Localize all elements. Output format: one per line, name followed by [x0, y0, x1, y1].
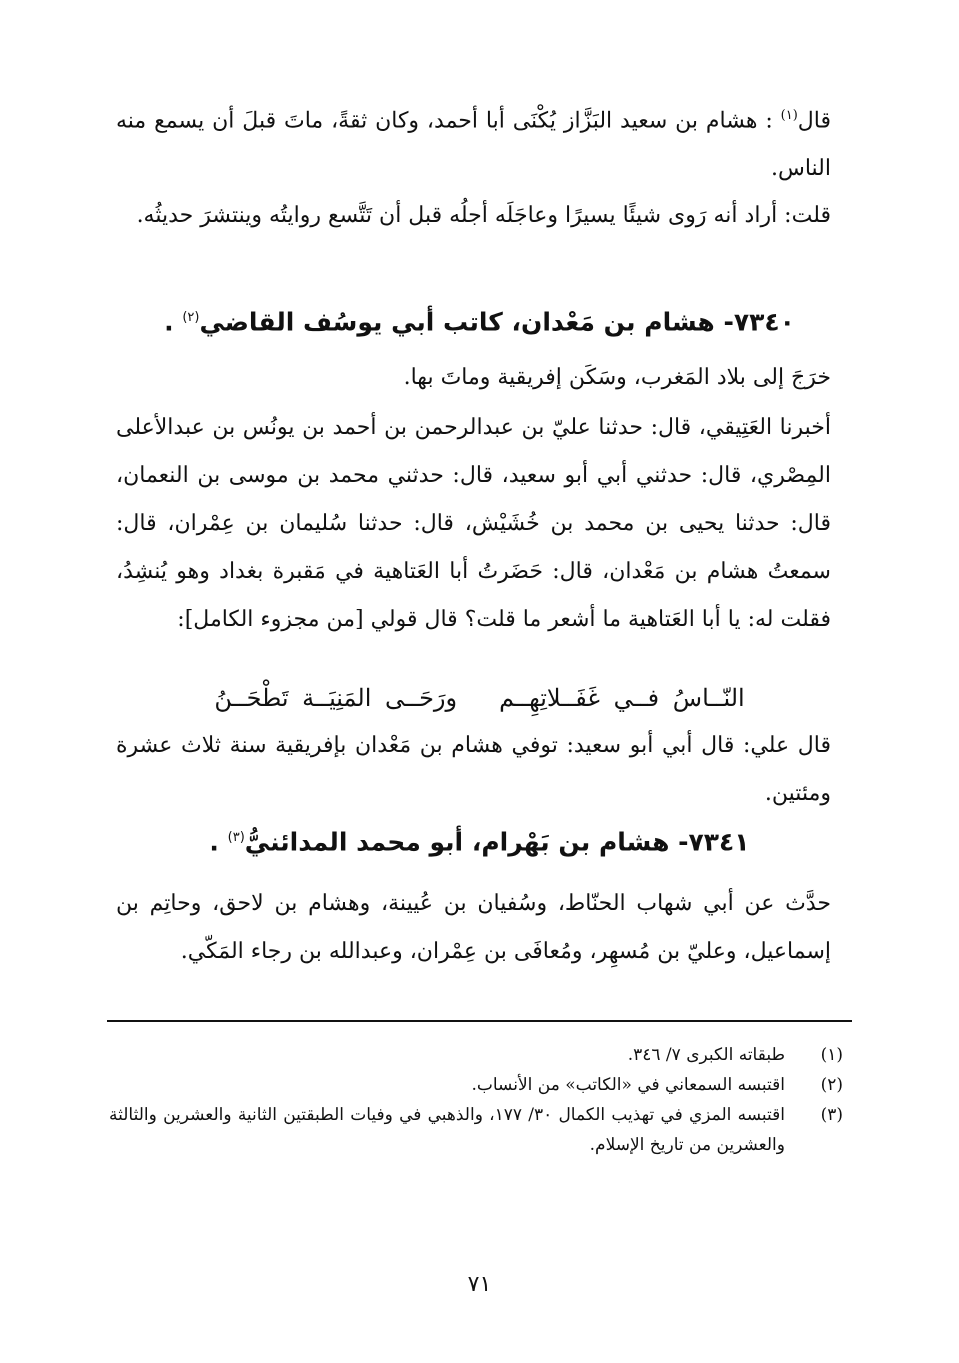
footnote-text: اقتبسه السمعاني في «الكاتب» من الأنساب. — [471, 1075, 785, 1095]
paragraph-author-comment: قلت: أراد أنه رَوى شيئًا يسيرًا وعاجَلَه أجلُه قبل أن تَتَّسع روايتُه وينتشرَ حديثُه. — [136, 203, 831, 228]
paragraph-text: قال — [797, 108, 831, 134]
footnote-text: اقتبسه المزي في تهذيب الكمال ٣٠/ ١٧٧، والذهبي في وفيات الطبقتين الثانية والعشرين والثالثة والعشرين من تاريخ الإسلام. — [109, 1105, 785, 1155]
entry-heading-7340 — [0, 298, 959, 342]
page-number: ٧١ — [467, 1272, 492, 1297]
verse-hemistich-first: النّــاسُ فــي غَفَــلاتِهِــم — [499, 684, 745, 712]
poetry-verse — [0, 676, 959, 720]
entry-heading-7341 — [0, 818, 959, 862]
heading-end: . — [209, 827, 219, 857]
heading-text: ٧٣٤٠- هشام بن مَعْدان، كاتب أبي يوسُف القاضي — [199, 307, 795, 337]
verse-hemistich-second: ورَحَــى المَنِيَــة تَطْحَــنُ — [214, 684, 458, 712]
footnote-number: (٢) — [820, 1075, 843, 1095]
footnotes-section — [109, 1040, 849, 1160]
paragraph-biography-7340: خرَجَ إلى بلاد المَغرب، وسَكَن إفريقية وماتَ بها. — [403, 365, 831, 390]
footnote-3 — [109, 1100, 849, 1160]
footnote-text: طبقاته الكبرى ٧/ ٣٤٦. — [627, 1045, 785, 1065]
paragraph-hisham-ibn-said — [116, 92, 831, 193]
footnote-2 — [109, 1070, 849, 1100]
paragraph-isnad-7340: أخبرنا العَتِيقي، قال: حدثنا عليّ بن عبدالرحمن بن أحمد بن يونُس بن عبدالأعلى المِصْري، قال: حدثني أبي أبو سعيد، قال: حدثني محمد بن موسى بن النعمان، قال: حدثنا يحيى بن محمد بن خُشَيْش، قال: حدثنا سُليمان بن عِمْران، قال: سمعتُ هشام بن مَعْدان، قال: حَضَرتُ أبا العَتاهية في مَقبرة بغداد وهو يُنشِدُ، فقلت له: يا أبا العَتاهية ما أشعر ما قلت؟ قال قولي [من مجزوء الكامل]: — [116, 415, 831, 632]
footnote-ref-1: (١) — [780, 108, 798, 123]
heading-end: . — [164, 307, 174, 337]
footnote-1 — [109, 1040, 849, 1070]
paragraph-death-note: قال علي: قال أبي أبو سعيد: توفي هشام بن مَعْدان بإفريقية سنة ثلاث عشرة ومئتين. — [116, 733, 831, 806]
footnote-number: (٣) — [820, 1105, 843, 1125]
footnote-number: (١) — [820, 1045, 843, 1065]
footnote-ref-2: (٢) — [182, 310, 200, 325]
paragraph-narrators-7341: حدَّث عن أبي شهاب الحنّاط، وسُفيان بن عُيينة، وهشام بن لاحق، وحاتِم بن إسماعيل، وعليّ بن مُسهِر، ومُعافَى بن عِمْران، وعبدالله بن رجاء المَكّي. — [116, 891, 831, 964]
footnote-separator — [107, 1020, 852, 1022]
footnote-ref-3: (٣) — [227, 830, 245, 845]
heading-text: ٧٣٤١- هشام بن بَهْرام، أبو محمد المدائنيُّ — [244, 827, 750, 857]
paragraph-text: : هشام بن سعيد البَزَّاز يُكْنَى أبا أحمد، وكان ثقةً، ماتَ قبلَ أن يسمع منه الناس. — [116, 108, 831, 182]
